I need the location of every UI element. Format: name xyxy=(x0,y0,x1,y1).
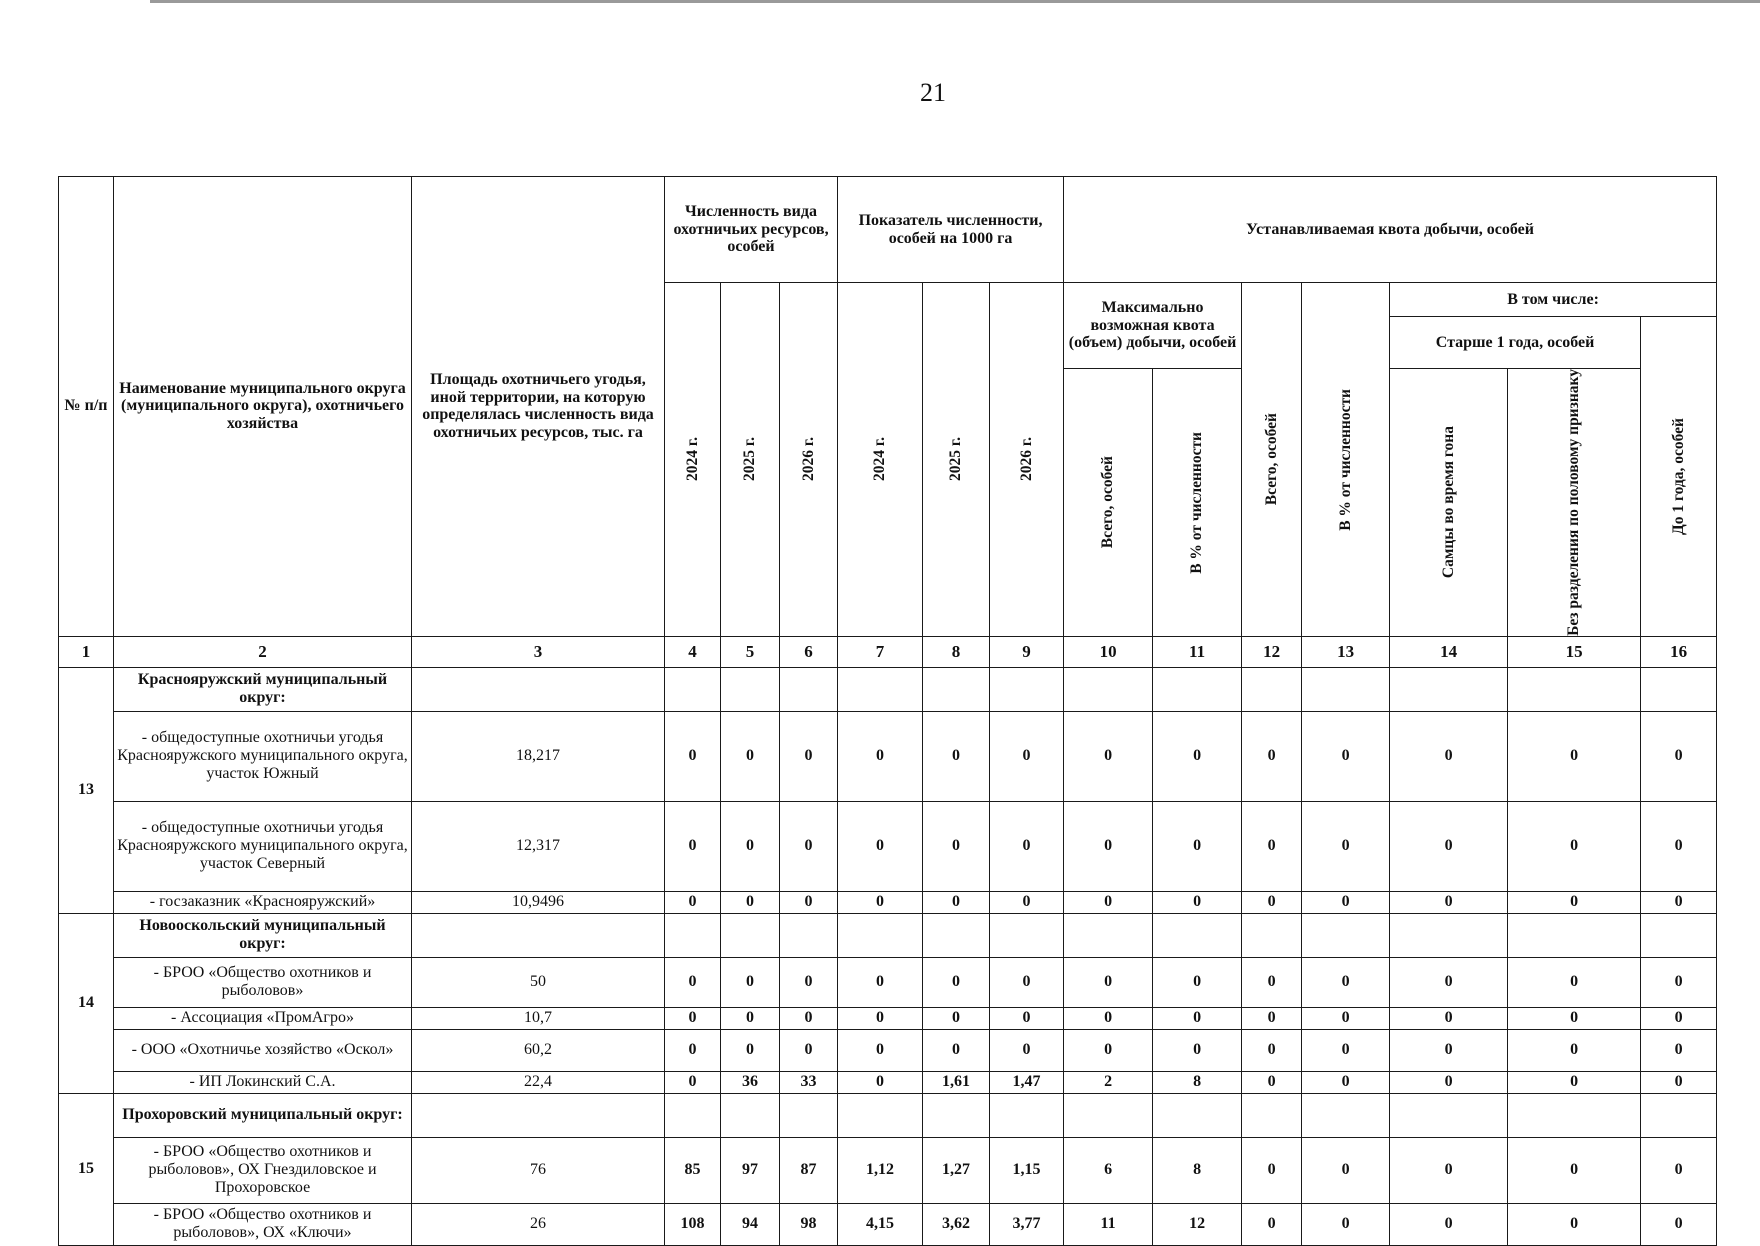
row-name: - БРОО «Общество охотников и рыболовов», ОХ «Ключи» xyxy=(114,1203,412,1245)
group-number: 15 xyxy=(59,1093,114,1245)
row-value: 1,61 xyxy=(923,1071,990,1093)
table-row xyxy=(59,891,1717,913)
row-value: 0 xyxy=(1153,1007,1242,1029)
row-value: 0 xyxy=(1242,1137,1302,1203)
row-value: 0 xyxy=(780,801,838,891)
row-area: 50 xyxy=(412,957,665,1007)
empty-cell xyxy=(1153,667,1242,711)
row-value: 0 xyxy=(665,1071,721,1093)
row-value: 0 xyxy=(780,1029,838,1071)
row-value: 36 xyxy=(721,1071,780,1093)
empty-cell xyxy=(665,667,721,711)
column-number: 2 xyxy=(114,636,412,667)
column-number: 13 xyxy=(1302,636,1390,667)
row-value: 0 xyxy=(721,1007,780,1029)
row-value: 0 xyxy=(780,891,838,913)
column-number: 15 xyxy=(1508,636,1641,667)
header-density-group: Показатель численности, особей на 1000 га xyxy=(838,177,1064,283)
row-value: 0 xyxy=(1302,711,1390,801)
row-value: 98 xyxy=(780,1203,838,1245)
header-max-quota: Максимально возможная квота (объем) добычи, особей xyxy=(1064,283,1242,369)
empty-cell xyxy=(923,667,990,711)
column-number: 11 xyxy=(1153,636,1242,667)
empty-cell xyxy=(1064,667,1153,711)
header-including: В том числе: xyxy=(1390,283,1717,317)
row-value: 0 xyxy=(1390,1203,1508,1245)
row-value: 0 xyxy=(1302,1203,1390,1245)
quota-table xyxy=(58,176,1717,1246)
row-value: 0 xyxy=(990,801,1064,891)
row-area: 10,7 xyxy=(412,1007,665,1029)
column-number: 5 xyxy=(721,636,780,667)
row-name: - госзаказник «Краснояружский» xyxy=(114,891,412,913)
empty-cell xyxy=(665,1093,721,1137)
empty-cell xyxy=(1153,913,1242,957)
table-row xyxy=(59,1071,1717,1093)
column-number: 14 xyxy=(1390,636,1508,667)
header-max-total: Всего, особей xyxy=(1064,369,1153,637)
row-value: 0 xyxy=(1302,801,1390,891)
header-older: Старше 1 года, особей xyxy=(1390,317,1641,369)
row-value: 0 xyxy=(990,957,1064,1007)
header-name: Наименование муниципального округа (муниципального округа), охотничьего хозяйства xyxy=(114,177,412,637)
header-total2: Всего, особей xyxy=(1242,283,1302,637)
row-value: 0 xyxy=(1508,801,1641,891)
row-value: 0 xyxy=(1302,957,1390,1007)
row-name: - ООО «Охотничье хозяйство «Оскол» xyxy=(114,1029,412,1071)
row-name: - общедоступные охотничьи угодья Краснояружского муниципального округа, участок Южный xyxy=(114,711,412,801)
row-value: 0 xyxy=(1641,711,1717,801)
table-row xyxy=(59,1137,1717,1203)
scan-top-border xyxy=(150,0,1760,3)
group-title-row xyxy=(59,913,1717,957)
row-value: 0 xyxy=(1508,891,1641,913)
row-value: 1,12 xyxy=(838,1137,923,1203)
row-value: 0 xyxy=(838,1029,923,1071)
empty-cell xyxy=(1242,1093,1302,1137)
empty-cell xyxy=(1508,1093,1641,1137)
header-max-pct: В % от численности xyxy=(1153,369,1242,637)
row-value: 108 xyxy=(665,1203,721,1245)
row-name: - БРОО «Общество охотников и рыболовов», ОХ Гнездиловское и Прохоровское xyxy=(114,1137,412,1203)
column-number: 7 xyxy=(838,636,923,667)
empty-cell xyxy=(923,913,990,957)
header-no: № п/п xyxy=(59,177,114,637)
row-value: 0 xyxy=(1641,1137,1717,1203)
row-value: 0 xyxy=(1390,957,1508,1007)
row-value: 0 xyxy=(1508,1007,1641,1029)
row-value: 97 xyxy=(721,1137,780,1203)
header-area: Площадь охотничьего угодья, иной территории, на которую определялась численность вида охотничьих ресурсов, тыс. га xyxy=(412,177,665,637)
row-value: 0 xyxy=(1641,891,1717,913)
row-value: 0 xyxy=(721,957,780,1007)
column-number: 12 xyxy=(1242,636,1302,667)
row-value: 0 xyxy=(780,957,838,1007)
header-count-2024: 2024 г. xyxy=(665,283,721,637)
row-value: 0 xyxy=(1302,891,1390,913)
row-area: 76 xyxy=(412,1137,665,1203)
header-density-2026: 2026 г. xyxy=(990,283,1064,637)
row-value: 0 xyxy=(1153,801,1242,891)
row-value: 3,62 xyxy=(923,1203,990,1245)
empty-cell xyxy=(1242,913,1302,957)
table-body xyxy=(59,636,1717,1245)
row-name: - ИП Локинский С.А. xyxy=(114,1071,412,1093)
row-value: 0 xyxy=(923,1029,990,1071)
empty-cell xyxy=(412,913,665,957)
group-title: Новооскольский муниципальный округ: xyxy=(114,913,412,957)
row-value: 0 xyxy=(721,891,780,913)
row-value: 0 xyxy=(780,711,838,801)
row-value: 0 xyxy=(665,957,721,1007)
row-value: 0 xyxy=(1508,957,1641,1007)
row-value: 0 xyxy=(1153,1029,1242,1071)
row-value: 0 xyxy=(838,1071,923,1093)
row-value: 1,47 xyxy=(990,1071,1064,1093)
group-title-row xyxy=(59,667,1717,711)
row-value: 0 xyxy=(923,891,990,913)
row-value: 0 xyxy=(923,801,990,891)
table-row xyxy=(59,711,1717,801)
row-value: 0 xyxy=(1390,1007,1508,1029)
row-value: 0 xyxy=(1390,711,1508,801)
row-value: 0 xyxy=(1390,1029,1508,1071)
header-count-2026: 2026 г. xyxy=(780,283,838,637)
column-number: 8 xyxy=(923,636,990,667)
row-value: 0 xyxy=(1242,957,1302,1007)
row-name: - БРОО «Общество охотников и рыболовов» xyxy=(114,957,412,1007)
table-row xyxy=(59,1007,1717,1029)
empty-cell xyxy=(990,667,1064,711)
row-value: 0 xyxy=(721,801,780,891)
empty-cell xyxy=(780,667,838,711)
empty-cell xyxy=(665,913,721,957)
header-no-sex: Без разделения по половому признаку xyxy=(1508,369,1641,637)
column-number: 9 xyxy=(990,636,1064,667)
row-value: 0 xyxy=(721,1029,780,1071)
empty-cell xyxy=(780,1093,838,1137)
row-value: 0 xyxy=(1064,711,1153,801)
row-value: 0 xyxy=(1242,801,1302,891)
empty-cell xyxy=(1641,1093,1717,1137)
row-value: 0 xyxy=(1508,1203,1641,1245)
empty-cell xyxy=(721,1093,780,1137)
column-number: 6 xyxy=(780,636,838,667)
row-value: 0 xyxy=(1153,891,1242,913)
row-value: 0 xyxy=(1242,711,1302,801)
empty-cell xyxy=(838,1093,923,1137)
empty-cell xyxy=(923,1093,990,1137)
row-value: 3,77 xyxy=(990,1203,1064,1245)
row-value: 0 xyxy=(1064,1029,1153,1071)
row-value: 0 xyxy=(838,801,923,891)
empty-cell xyxy=(780,913,838,957)
empty-cell xyxy=(1064,913,1153,957)
row-value: 0 xyxy=(1508,1071,1641,1093)
row-value: 0 xyxy=(665,891,721,913)
table-row xyxy=(59,801,1717,891)
empty-cell xyxy=(1390,667,1508,711)
empty-cell xyxy=(1242,667,1302,711)
row-value: 8 xyxy=(1153,1071,1242,1093)
empty-cell xyxy=(1390,1093,1508,1137)
header-count-group: Численность вида охотничьих ресурсов, особей xyxy=(665,177,838,283)
row-value: 0 xyxy=(1641,1203,1717,1245)
row-value: 0 xyxy=(1390,1071,1508,1093)
row-value: 0 xyxy=(1641,1007,1717,1029)
header-males: Самцы во время гона xyxy=(1390,369,1508,637)
empty-cell xyxy=(721,667,780,711)
row-value: 8 xyxy=(1153,1137,1242,1203)
row-area: 18,217 xyxy=(412,711,665,801)
row-value: 0 xyxy=(1302,1071,1390,1093)
empty-cell xyxy=(1064,1093,1153,1137)
empty-cell xyxy=(1390,913,1508,957)
column-number-row xyxy=(59,636,1717,667)
group-title-row xyxy=(59,1093,1717,1137)
row-value: 0 xyxy=(1641,1071,1717,1093)
empty-cell xyxy=(1302,1093,1390,1137)
header-pct2: В % от численности xyxy=(1302,283,1390,637)
row-area: 26 xyxy=(412,1203,665,1245)
row-value: 0 xyxy=(1508,1029,1641,1071)
row-value: 0 xyxy=(838,957,923,1007)
row-area: 22,4 xyxy=(412,1071,665,1093)
row-value: 0 xyxy=(1064,801,1153,891)
header-density-2025: 2025 г. xyxy=(923,283,990,637)
column-number: 1 xyxy=(59,636,114,667)
row-value: 33 xyxy=(780,1071,838,1093)
header-count-2025: 2025 г. xyxy=(721,283,780,637)
column-number: 16 xyxy=(1641,636,1717,667)
empty-cell xyxy=(1641,667,1717,711)
row-value: 0 xyxy=(1641,957,1717,1007)
row-area: 12,317 xyxy=(412,801,665,891)
row-value: 0 xyxy=(665,711,721,801)
empty-cell xyxy=(990,1093,1064,1137)
row-value: 0 xyxy=(1508,1137,1641,1203)
empty-cell xyxy=(721,913,780,957)
row-value: 0 xyxy=(1302,1137,1390,1203)
empty-cell xyxy=(1302,667,1390,711)
table-header xyxy=(59,177,1717,637)
group-title: Прохоровский муниципальный округ: xyxy=(114,1093,412,1137)
row-value: 4,15 xyxy=(838,1203,923,1245)
row-value: 0 xyxy=(1242,1203,1302,1245)
empty-cell xyxy=(1302,913,1390,957)
header-quota-group: Устанавливаемая квота добычи, особей xyxy=(1064,177,1717,283)
row-value: 6 xyxy=(1064,1137,1153,1203)
table-row xyxy=(59,1203,1717,1245)
row-value: 0 xyxy=(1153,957,1242,1007)
row-value: 2 xyxy=(1064,1071,1153,1093)
row-value: 0 xyxy=(1064,957,1153,1007)
group-title: Краснояружский муниципальный округ: xyxy=(114,667,412,711)
column-number: 4 xyxy=(665,636,721,667)
row-value: 0 xyxy=(838,711,923,801)
row-value: 0 xyxy=(1302,1029,1390,1071)
header-density-2024: 2024 г. xyxy=(838,283,923,637)
empty-cell xyxy=(1153,1093,1242,1137)
row-value: 0 xyxy=(1242,891,1302,913)
group-number: 13 xyxy=(59,667,114,913)
row-value: 0 xyxy=(838,1007,923,1029)
column-number: 10 xyxy=(1064,636,1153,667)
row-value: 0 xyxy=(838,891,923,913)
row-value: 85 xyxy=(665,1137,721,1203)
row-value: 0 xyxy=(990,1029,1064,1071)
row-value: 0 xyxy=(923,1007,990,1029)
row-value: 0 xyxy=(721,711,780,801)
row-value: 0 xyxy=(1390,891,1508,913)
row-value: 0 xyxy=(1302,1007,1390,1029)
row-value: 0 xyxy=(1064,1007,1153,1029)
row-value: 0 xyxy=(1242,1071,1302,1093)
row-value: 94 xyxy=(721,1203,780,1245)
row-value: 1,15 xyxy=(990,1137,1064,1203)
empty-cell xyxy=(412,1093,665,1137)
row-value: 0 xyxy=(780,1007,838,1029)
row-value: 0 xyxy=(1641,1029,1717,1071)
row-value: 0 xyxy=(990,1007,1064,1029)
row-name: - общедоступные охотничьи угодья Краснояружского муниципального округа, участок Северный xyxy=(114,801,412,891)
table-row xyxy=(59,957,1717,1007)
empty-cell xyxy=(1508,913,1641,957)
row-value: 0 xyxy=(665,1029,721,1071)
row-value: 0 xyxy=(1641,801,1717,891)
empty-cell xyxy=(412,667,665,711)
empty-cell xyxy=(1641,913,1717,957)
row-value: 11 xyxy=(1064,1203,1153,1245)
row-value: 0 xyxy=(990,711,1064,801)
page-number: 21 xyxy=(920,78,946,107)
row-value: 0 xyxy=(1153,711,1242,801)
column-number: 3 xyxy=(412,636,665,667)
row-name: - Ассоциация «ПромАгро» xyxy=(114,1007,412,1029)
row-value: 0 xyxy=(665,1007,721,1029)
row-value: 0 xyxy=(923,957,990,1007)
row-value: 0 xyxy=(1242,1007,1302,1029)
row-value: 0 xyxy=(1242,1029,1302,1071)
row-area: 60,2 xyxy=(412,1029,665,1071)
row-value: 0 xyxy=(1064,891,1153,913)
empty-cell xyxy=(1508,667,1641,711)
row-value: 0 xyxy=(1390,801,1508,891)
row-value: 0 xyxy=(923,711,990,801)
row-value: 12 xyxy=(1153,1203,1242,1245)
header-under1: До 1 года, особей xyxy=(1641,317,1717,637)
empty-cell xyxy=(838,667,923,711)
row-value: 0 xyxy=(665,801,721,891)
row-value: 87 xyxy=(780,1137,838,1203)
row-area: 10,9496 xyxy=(412,891,665,913)
table-row xyxy=(59,1029,1717,1071)
row-value: 1,27 xyxy=(923,1137,990,1203)
row-value: 0 xyxy=(1390,1137,1508,1203)
empty-cell xyxy=(990,913,1064,957)
row-value: 0 xyxy=(1508,711,1641,801)
empty-cell xyxy=(838,913,923,957)
group-number: 14 xyxy=(59,913,114,1093)
row-value: 0 xyxy=(990,891,1064,913)
